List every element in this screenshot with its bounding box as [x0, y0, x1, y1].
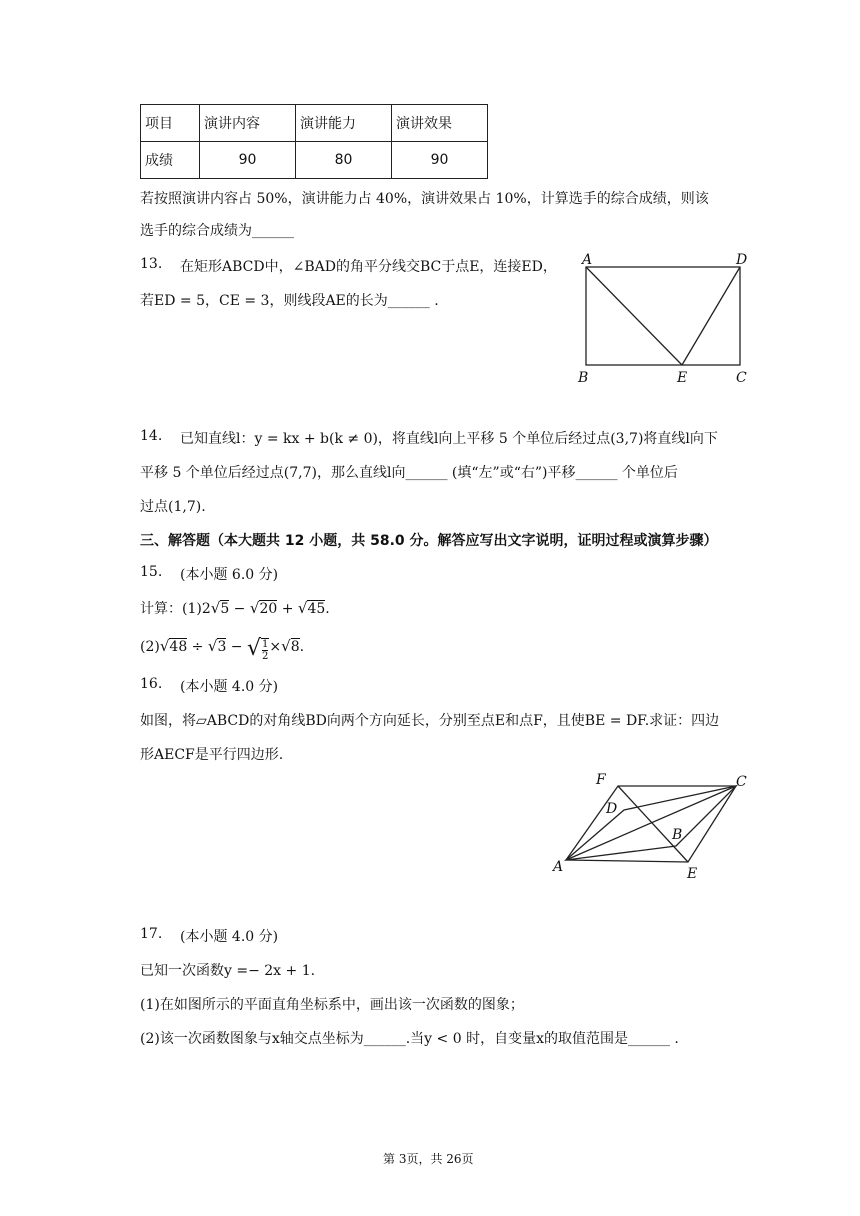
diagonal-fe	[618, 786, 688, 862]
radicand: 20	[259, 601, 278, 617]
label-e: E	[687, 866, 698, 882]
radicand: 5	[220, 601, 230, 617]
label-b: B	[672, 827, 683, 843]
table-header-cell: 演讲内容	[200, 105, 296, 142]
q16-number: 16.	[140, 676, 163, 692]
q17-line1: 已知一次函数y =− 2x + 1.	[140, 963, 316, 979]
label-c: C	[736, 774, 747, 790]
table-row	[141, 142, 488, 179]
q12-line2: 选手的综合成绩为______	[140, 223, 294, 239]
radicand: 48	[169, 639, 188, 655]
rectangle-figure	[574, 250, 754, 390]
q15-part2: (2)√48 ÷ √3 − √ $\frac{1}{2}$ ×√8.	[140, 636, 305, 662]
q13-number: 13.	[140, 256, 163, 272]
label-a: A	[582, 252, 593, 268]
q12-line1: 若按照演讲内容占 50%，演讲能力占 40%，演讲效果占 10%，计算选手的综合成绩，则该	[140, 191, 709, 207]
q14-line2: 平移 5 个单位后经过点(7,7)，那么直线l向______ (填“左”或“右”)平移______ 个单位后	[140, 465, 678, 481]
label-d: D	[606, 801, 618, 817]
q14-number: 14.	[140, 428, 163, 444]
q17-number: 17.	[140, 926, 163, 942]
table-cell: 90	[200, 142, 296, 179]
segment-ae	[586, 267, 682, 365]
q15-points: (本小题 6.0 分)	[180, 567, 279, 583]
table-row-label: 成绩	[141, 142, 200, 179]
label-b: B	[578, 370, 589, 386]
q16-points: (本小题 4.0 分)	[180, 679, 279, 695]
table-cell: 90	[392, 142, 488, 179]
q13-line2: 若ED = 5，CE = 3，则线段AE的长为______ .	[140, 293, 439, 309]
q16-line2: 形AECF是平行四边形.	[140, 747, 284, 763]
table-header-row	[141, 105, 488, 142]
radicand: 45	[307, 601, 326, 617]
q17-line3: (2)该一次函数图象与x轴交点坐标为______.当y < 0 时，自变量x的取值范围是______ .	[140, 1031, 679, 1047]
page-footer: 第 3页，共 26页	[383, 1152, 474, 1166]
table-header-cell: 项目	[141, 105, 200, 142]
q14-line3: 过点(1,7).	[140, 499, 206, 515]
fraction: $\frac{1}{2}$	[262, 639, 269, 662]
q17-points: (本小题 4.0 分)	[180, 929, 279, 945]
radicand: 3	[217, 639, 227, 655]
q13-line1: 在矩形ABCD中，∠BAD的角平分线交BC于点E，连接ED，	[180, 259, 557, 275]
label-d: D	[736, 252, 748, 268]
label-f: F	[596, 772, 606, 788]
q17-line2: (1)在如图所示的平面直角坐标系中，画出该一次函数的图象；	[140, 997, 524, 1013]
parallelogram-figure	[548, 770, 758, 882]
table-cell: 80	[296, 142, 392, 179]
q15-number: 15.	[140, 564, 163, 580]
rect-abcd	[586, 267, 740, 365]
label-a: A	[553, 859, 564, 875]
q16-line1: 如图，将▱ABCD的对角线BD向两个方向延长，分别至点E和点F，且使BE = DF.求证：四边	[140, 713, 720, 729]
radicand: 8	[290, 639, 300, 655]
table-header-cell: 演讲能力	[296, 105, 392, 142]
label-e: E	[677, 370, 688, 386]
table-header-cell: 演讲效果	[392, 105, 488, 142]
q15-part1: 计算：(1)2√5 − √20 + √45.	[140, 599, 330, 617]
segment-ed	[682, 267, 740, 365]
label-c: C	[736, 370, 747, 386]
score-table	[140, 104, 488, 179]
q14-line1: 已知直线l：y = kx + b(k ≠ 0)，将直线l向上平移 5 个单位后经过点(3,7)将直线l向下	[180, 431, 718, 447]
section-heading: 三、解答题（本大题共 12 小题，共 58.0 分。解答应写出文字说明，证明过程或演算步骤）	[140, 533, 718, 549]
